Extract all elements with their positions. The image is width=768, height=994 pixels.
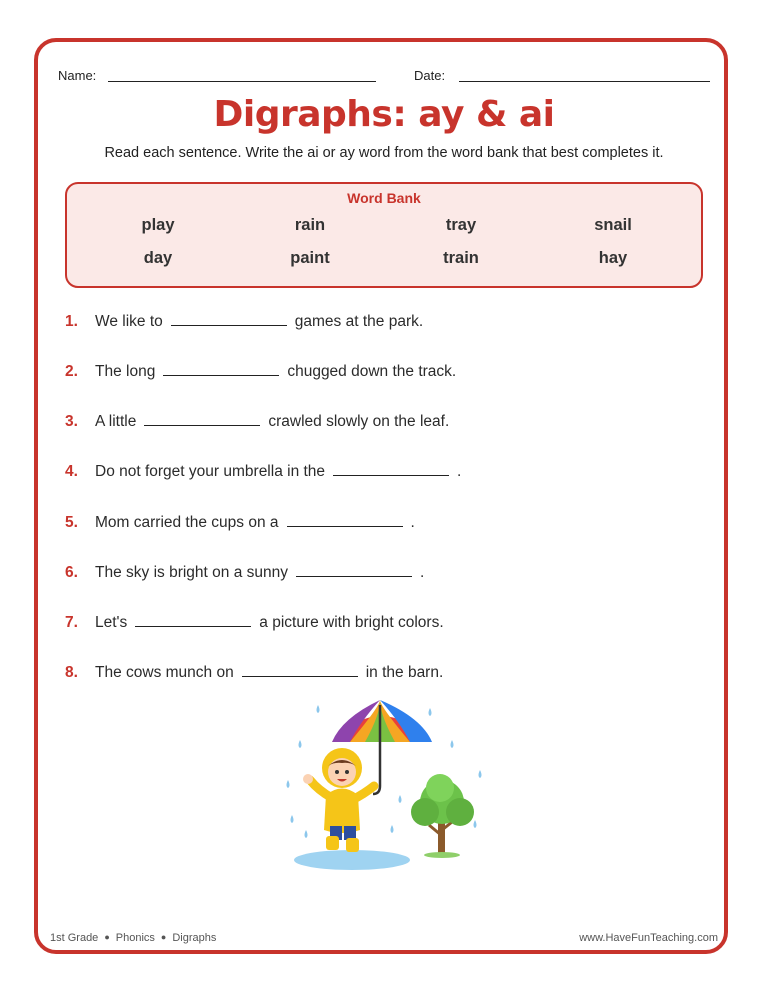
question-text-before: The sky is bright on a sunny <box>95 564 288 581</box>
word-bank <box>65 182 703 288</box>
tree-icon <box>411 774 474 858</box>
question-item <box>65 461 461 481</box>
answer-blank[interactable] <box>296 562 412 577</box>
question-text-before: Let's <box>95 614 128 631</box>
footer-topic: Digraphs <box>172 932 217 944</box>
question-text-before: Do not forget your umbrella in the <box>95 463 326 480</box>
question-number: 6. <box>65 564 78 581</box>
question-text-before: We like to <box>95 313 163 330</box>
question-text-after: in the barn. <box>365 664 444 681</box>
footer-tags <box>50 932 216 944</box>
word-bank-word: paint <box>290 249 330 267</box>
question-text-after: . <box>420 564 425 581</box>
answer-blank[interactable] <box>242 662 358 677</box>
child-icon <box>303 748 374 852</box>
question-number: 3. <box>65 413 78 430</box>
question-item <box>65 361 456 381</box>
question-item <box>65 612 444 632</box>
footer-grade: 1st Grade <box>50 932 99 944</box>
bullet-icon: ● <box>104 932 110 942</box>
puddle-icon <box>294 850 410 870</box>
question-text-after: . <box>410 514 415 531</box>
question-text-before: The long <box>95 363 156 380</box>
question-text-after: a picture with bright colors. <box>259 614 444 631</box>
question-item <box>65 311 423 331</box>
question-text-after: chugged down the track. <box>287 363 457 380</box>
question-item <box>65 662 443 682</box>
date-field[interactable] <box>459 81 710 82</box>
answer-blank[interactable] <box>333 461 449 476</box>
answer-blank[interactable] <box>287 512 403 527</box>
question-text-after: . <box>457 463 462 480</box>
bullet-icon: ● <box>160 932 167 942</box>
question-item <box>65 512 415 532</box>
question-number: 2. <box>65 363 78 380</box>
question-number: 7. <box>65 614 78 631</box>
word-bank-word: snail <box>594 216 632 234</box>
question-number: 8. <box>65 664 78 681</box>
footer-subject: Phonics <box>115 932 155 944</box>
question-number: 5. <box>65 514 78 531</box>
question-item <box>65 411 449 431</box>
rain-illustration <box>280 700 490 880</box>
word-bank-word: hay <box>598 249 628 267</box>
instructions: Read each sentence. Write the ai or ay word from the word bank that best completes it. <box>104 145 664 161</box>
question-number: 4. <box>65 463 78 480</box>
word-bank-word: train <box>443 249 479 267</box>
question-text-before: A little <box>95 413 137 430</box>
word-bank-word: rain <box>294 216 326 234</box>
question-text-before: Mom carried the cups on a <box>95 514 279 531</box>
question-number: 1. <box>65 313 78 330</box>
question-text-before: The cows munch on <box>95 664 234 681</box>
name-label: Name: <box>58 68 97 83</box>
date-label: Date: <box>414 68 446 83</box>
footer-site: www.HaveFunTeaching.com <box>579 932 718 944</box>
name-field[interactable] <box>108 81 376 82</box>
answer-blank[interactable] <box>135 612 251 627</box>
word-bank-word: day <box>143 249 173 267</box>
page-title: Digraphs: ay & ai <box>213 94 555 135</box>
answer-blank[interactable] <box>163 361 279 376</box>
word-bank-word: play <box>141 216 175 234</box>
question-text-after: crawled slowly on the leaf. <box>268 413 450 430</box>
question-text-after: games at the park. <box>294 313 424 330</box>
question-item <box>65 562 424 582</box>
answer-blank[interactable] <box>171 311 287 326</box>
word-bank-title: Word Bank <box>347 190 421 206</box>
word-bank-word: tray <box>445 216 477 234</box>
answer-blank[interactable] <box>144 411 260 426</box>
